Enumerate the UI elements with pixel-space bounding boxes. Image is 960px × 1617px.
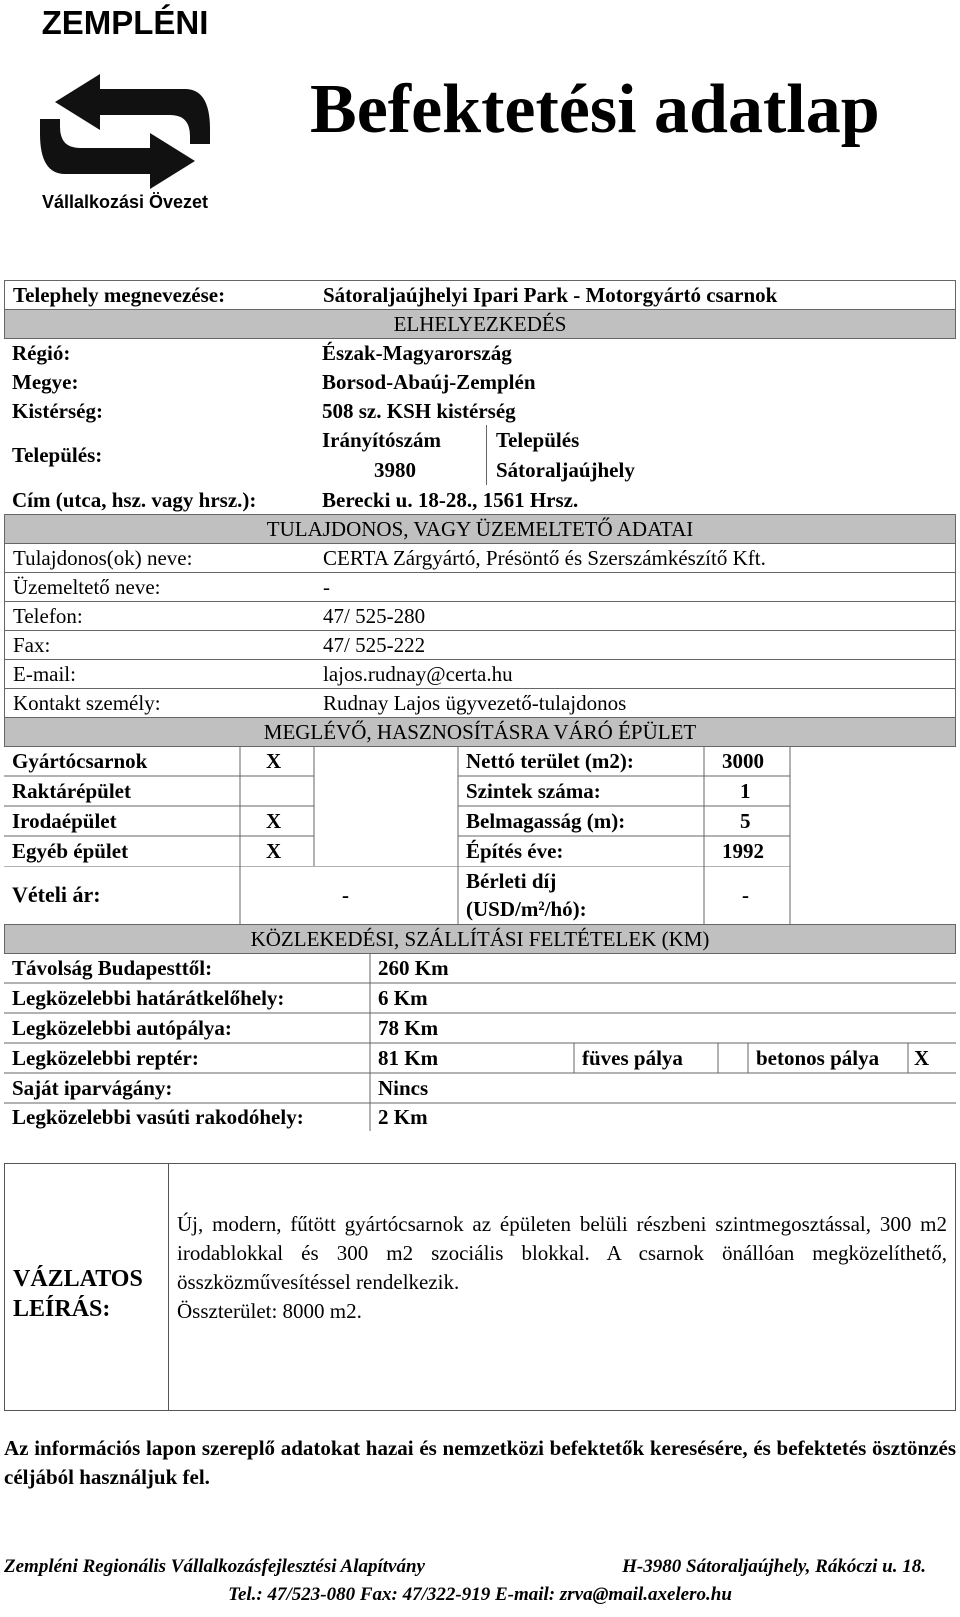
spec-value: 5 — [740, 808, 751, 833]
transport-value: 2 Km — [378, 1104, 428, 1129]
contact-label: Kontakt személy: — [13, 690, 161, 715]
building-type: Gyártócsarnok — [12, 748, 148, 773]
transport-label: Legközelebbi reptér: — [12, 1045, 199, 1070]
section-transport — [4, 924, 956, 954]
transport-grid — [4, 953, 956, 1131]
region-value: Észak-Magyarország — [322, 340, 512, 365]
transport-value: 6 Km — [378, 985, 428, 1010]
description-label-line: VÁZLATOS — [13, 1266, 143, 1292]
building-type: Raktárépület — [12, 778, 131, 803]
usage-notice: Az információs lapon szereplő adatokat hazai és nemzetközi befektetők keresésére, és befektetés ösztönzés céljából használjuk fel. — [4, 1436, 956, 1489]
description-label-line: LEÍRÁS: — [13, 1296, 111, 1322]
email-label: E-mail: — [13, 661, 76, 686]
address-value: Berecki u. 18-28., 1561 Hrsz. — [322, 487, 579, 512]
fax-value: 47/ 525-222 — [323, 632, 426, 657]
spec-value: 1 — [740, 778, 751, 803]
footer-address: H-3980 Sátoraljaújhely, Rákóczi u. 18. — [622, 1556, 926, 1577]
site-label: Telephely megnevezése: — [13, 282, 226, 307]
region-label: Régió: — [12, 340, 71, 365]
address-label: Cím (utca, hsz. vagy hrsz.): — [12, 487, 257, 512]
logo — [30, 4, 220, 219]
section-owner — [4, 514, 956, 544]
zip-value: 3980 — [374, 457, 416, 482]
operator-label: Üzemeltető neve: — [13, 574, 161, 599]
description-paragraph: Új, modern, fűtött gyártócsarnok az épületen belüli részbeni szintmegosztással, 300 m2 irodablokkal és 300 m2 szociális blokkal. A csarnok önállóan megközelíthető, összközművesítéssel rendelkezik. — [177, 1212, 947, 1294]
footer-organization: Zempléni Regionális Vállalkozásfejlesztési Alapítvány — [4, 1556, 425, 1577]
owner-value: CERTA Zárgyártó, Présöntő és Szerszámkészítő Kft. — [323, 545, 766, 570]
phone-row — [4, 601, 956, 631]
subregion-row — [4, 396, 956, 426]
section-heading: ELHELYEZKEDÉS — [393, 311, 567, 336]
section-heading: TULAJDONOS, VAGY ÜZEMELTETŐ ADATAI — [266, 516, 694, 541]
price-value: - — [342, 882, 349, 907]
email-value: lajos.rudnay@certa.hu — [323, 661, 513, 686]
phone-value: 47/ 525-280 — [323, 603, 426, 628]
contact-value: Rudnay Lajos ügyvezető-tulajdonos — [323, 690, 627, 715]
transport-value: 260 Km — [378, 955, 449, 980]
county-label: Megye: — [12, 369, 79, 394]
email-row — [4, 659, 956, 689]
building-mark: X — [266, 808, 282, 833]
concrete-runway-mark: X — [914, 1045, 930, 1070]
subregion-label: Kistérség: — [12, 398, 103, 423]
transport-label: Távolság Budapesttől: — [12, 955, 213, 980]
section-heading: KÖZLEKEDÉSI, SZÁLLÍTÁSI FELTÉTELEK (KM) — [250, 926, 710, 951]
spec-value: 1992 — [722, 838, 764, 863]
building-type: Egyéb épület — [12, 838, 129, 863]
price-row — [4, 866, 794, 924]
divider — [486, 425, 487, 485]
subregion-value: 508 sz. KSH kistérség — [322, 398, 516, 423]
owner-label: Tulajdonos(ok) neve: — [13, 545, 193, 570]
rent-label-unit: (USD/m²/hó): — [466, 896, 587, 921]
description-box — [4, 1163, 956, 1411]
fax-label: Fax: — [13, 632, 51, 657]
description-label — [13, 1264, 143, 1324]
page-title: Befektetési adatlap — [310, 71, 880, 148]
contact-row — [4, 688, 956, 718]
town-value: Sátoraljaújhely — [496, 457, 635, 482]
zip-header: Irányítószám — [322, 427, 441, 452]
spec-label: Nettó terület (m2): — [466, 748, 634, 773]
site-row — [4, 280, 956, 310]
fax-row — [4, 630, 956, 660]
spec-label: Belmagasság (m): — [466, 808, 626, 833]
logo-subtitle: Vállalkozási Övezet — [41, 192, 209, 212]
section-heading: MEGLÉVŐ, HASZNOSÍTÁSRA VÁRÓ ÉPÜLET — [263, 719, 697, 744]
price-label: Vételi ár: — [12, 882, 101, 907]
town-row — [4, 425, 956, 485]
operator-row — [4, 572, 956, 602]
concrete-runway-label: betonos pálya — [756, 1045, 880, 1070]
rent-label: Bérleti díj — [466, 868, 557, 893]
transport-label: Legközelebbi autópálya: — [12, 1015, 232, 1040]
description-text — [177, 1210, 947, 1326]
grass-runway-label: füves pálya — [582, 1045, 683, 1070]
building-grid-lines — [4, 746, 794, 866]
county-value: Borsod-Abaúj-Zemplén — [322, 369, 536, 394]
building-mark: X — [266, 748, 282, 773]
description-paragraph: Összterület: 8000 m2. — [177, 1299, 362, 1323]
operator-value: - — [323, 574, 330, 599]
logo-title: ZEMPLÉNI — [41, 4, 209, 41]
county-row — [4, 367, 956, 397]
address-row — [4, 485, 956, 515]
transport-label: Legközelebbi vasúti rakodóhely: — [12, 1104, 304, 1129]
circular-arrows-logo-icon — [40, 44, 210, 189]
transport-value: 78 Km — [378, 1015, 439, 1040]
transport-value: 81 Km — [378, 1045, 439, 1070]
site-value: Sátoraljaújhelyi Ipari Park - Motorgyártó csarnok — [323, 282, 778, 307]
spec-label: Szintek száma: — [466, 778, 601, 803]
transport-label: Saját iparvágány: — [12, 1075, 173, 1100]
transport-grid-lines — [4, 953, 956, 1131]
price-grid-lines — [4, 866, 794, 924]
owner-row — [4, 543, 956, 573]
rent-value: - — [742, 882, 749, 907]
footer-contact: Tel.: 47/523-080 Fax: 47/322-919 E-mail: zrva@mail.axelero.hu — [228, 1584, 732, 1605]
building-grid — [4, 746, 794, 866]
region-row — [4, 338, 956, 368]
section-building — [4, 717, 956, 747]
divider — [168, 1164, 169, 1410]
transport-value: Nincs — [378, 1075, 429, 1100]
town-label: Település: — [12, 442, 103, 467]
town-header: Település — [496, 427, 580, 452]
building-type: Irodaépület — [12, 808, 117, 833]
phone-label: Telefon: — [13, 603, 83, 628]
spec-label: Építés éve: — [466, 838, 564, 863]
building-mark: X — [266, 838, 282, 863]
transport-label: Legközelebbi határátkelőhely: — [12, 985, 285, 1010]
spec-value: 3000 — [722, 748, 764, 773]
section-location — [4, 309, 956, 339]
